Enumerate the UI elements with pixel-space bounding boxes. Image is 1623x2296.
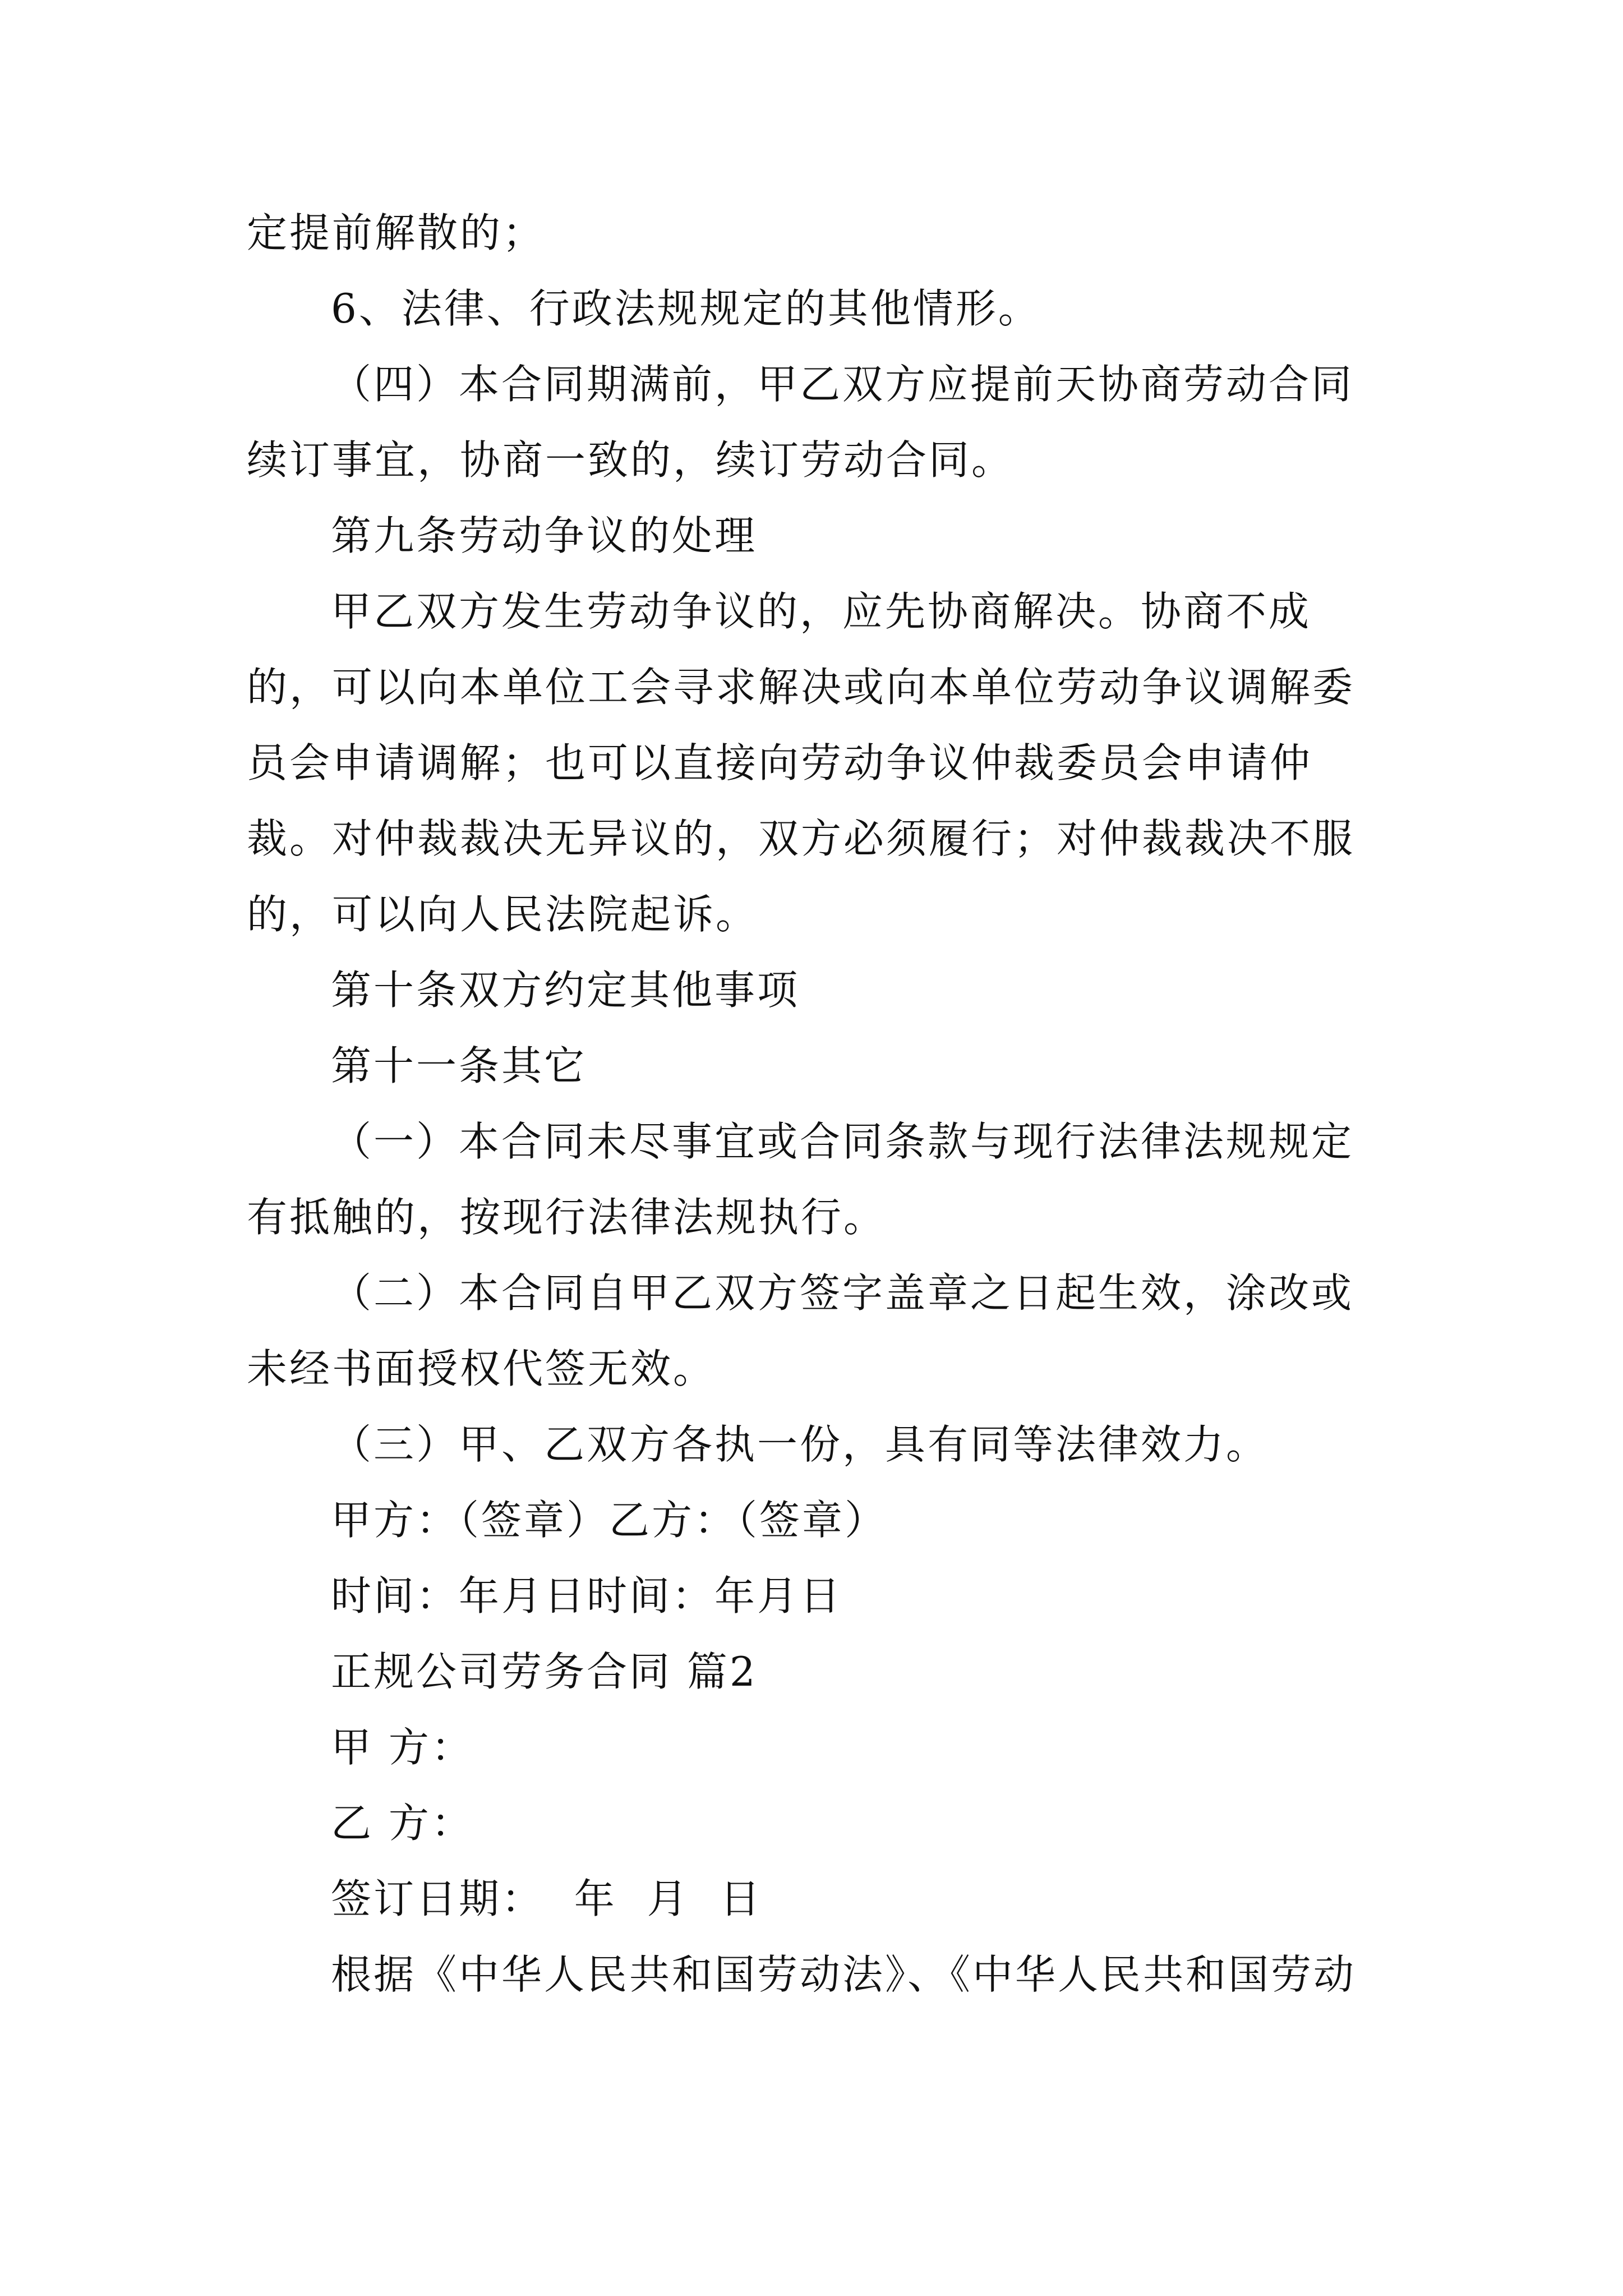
party-a-line: 甲 方： <box>331 1724 474 1771</box>
paragraph: （四）本合同期满前，甲乙双方应提前天协商劳动合同续订事宜，协商一致的，续订劳动合同。 <box>247 361 1354 484</box>
paragraph: （二）本合同自甲乙双方签字盖章之日起生效，涂改或未经书面授权代签无效。 <box>247 1269 1354 1392</box>
paragraph: 6、法律、行政法规规定的其他情形。 <box>331 285 1041 332</box>
section-heading: 第九条劳动争议的处理 <box>331 512 758 559</box>
paragraph: （一）本合同未尽事宜或合同条款与现行法律法规规定有抵触的，按现行法律法规执行。 <box>247 1118 1354 1241</box>
section-heading: 第十一条其它 <box>331 1042 587 1089</box>
paragraph: （三）甲、乙双方各执一份，具有同等法律效力。 <box>331 1421 1269 1468</box>
paragraph: 甲乙双方发生劳动争议的，应先协商解决。协商不成的，可以向本单位工会寻求解决或向本单位劳动争议调解委员会申请调解；也可以直接向劳动争议仲裁委员会申请仲裁。对仲裁裁决无异议的，双方必须履行；对仲裁裁决不服的，可以向人民法院起诉。 <box>247 588 1355 938</box>
paragraph: 根据《中华人民共和国劳动法》、《中华人民共和国劳动 <box>331 1951 1357 1998</box>
date-line: 时间：年月日时间：年月日 <box>331 1572 843 1619</box>
signing-date-line: 签订日期： 年 月 日 <box>331 1875 763 1922</box>
contract-title: 正规公司劳务合同 篇2 <box>331 1648 758 1695</box>
section-heading: 第十条双方约定其他事项 <box>331 967 800 1014</box>
document-body <box>247 195 1391 2013</box>
party-b-line: 乙 方： <box>331 1800 474 1847</box>
paragraph: 定提前解散的； <box>247 209 546 256</box>
signature-line: 甲方：（签章）乙方：（签章） <box>331 1497 888 1544</box>
